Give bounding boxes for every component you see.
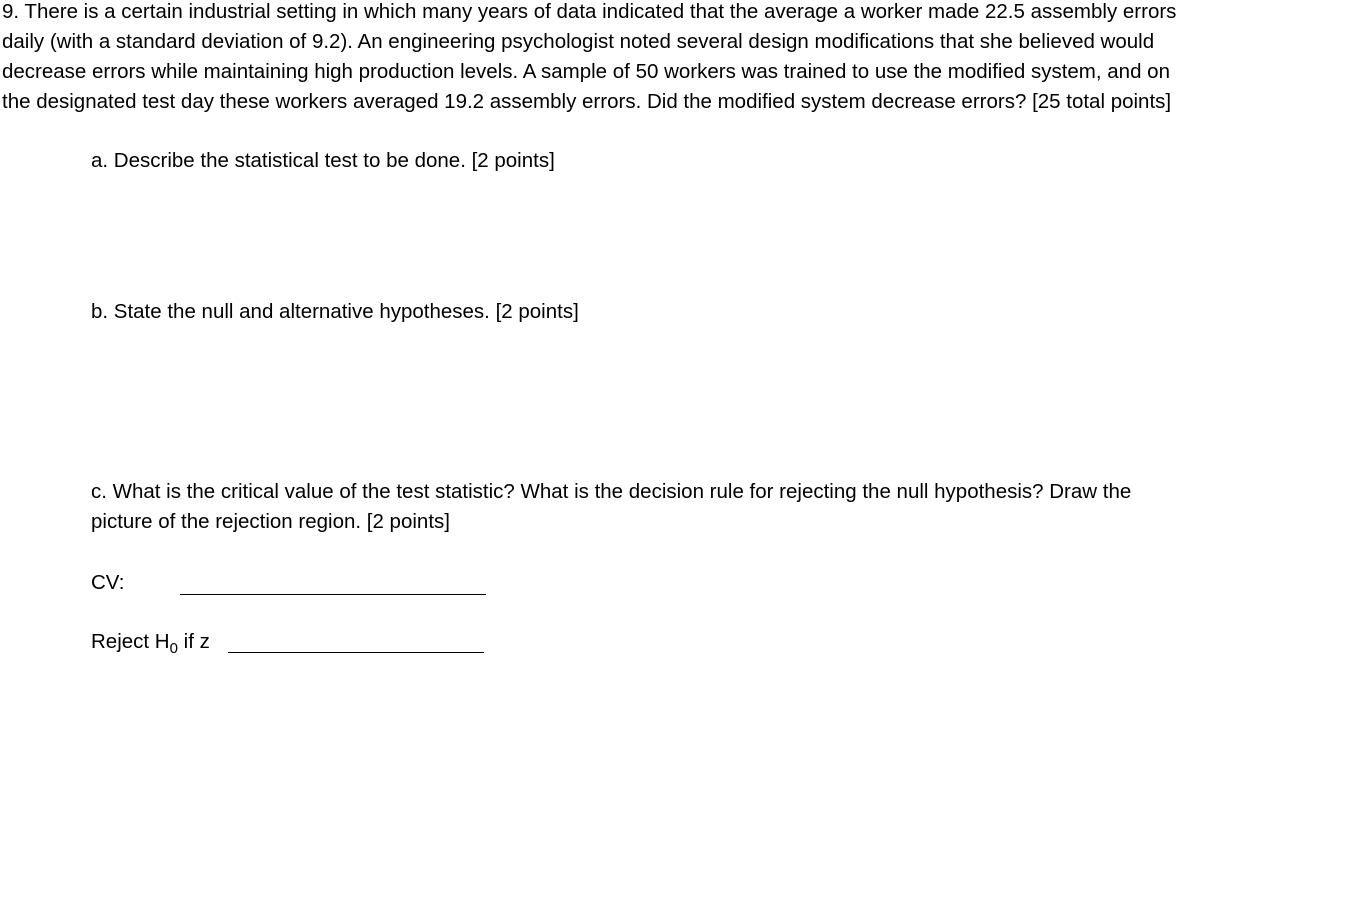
part-c-line-2: picture of the rejection region. [2 points] [91,510,450,533]
reject-prefix: Reject H [91,630,170,653]
cv-label: CV: [91,571,125,594]
part-b-prompt: b. State the null and alternative hypotheses. [2 points] [91,300,579,323]
question-line-3: decrease errors while maintaining high production levels. A sample of 50 workers was trained to use the modified system, and on [2,60,1170,83]
cv-answer-line[interactable] [180,594,486,595]
question-line-1: 9. There is a certain industrial setting in which many years of data indicated that the average a worker made 22.5 assembly errors [2,0,1177,23]
reject-answer-line[interactable] [228,652,484,653]
part-a-prompt: a. Describe the statistical test to be done. [2 points] [91,149,555,172]
reject-rule-label [91,627,210,664]
reject-suffix: if z [177,630,210,653]
reject-subscript: 0 [169,640,178,657]
part-c-line-1: c. What is the critical value of the test statistic? What is the decision rule for rejecting the null hypothesis? Draw the [91,480,1132,503]
question-line-4: the designated test day these workers averaged 19.2 assembly errors. Did the modified system decrease errors? [25 total points] [2,90,1172,113]
question-line-2: daily (with a standard deviation of 9.2). An engineering psychologist noted several design modifications that she believed would [2,30,1155,53]
